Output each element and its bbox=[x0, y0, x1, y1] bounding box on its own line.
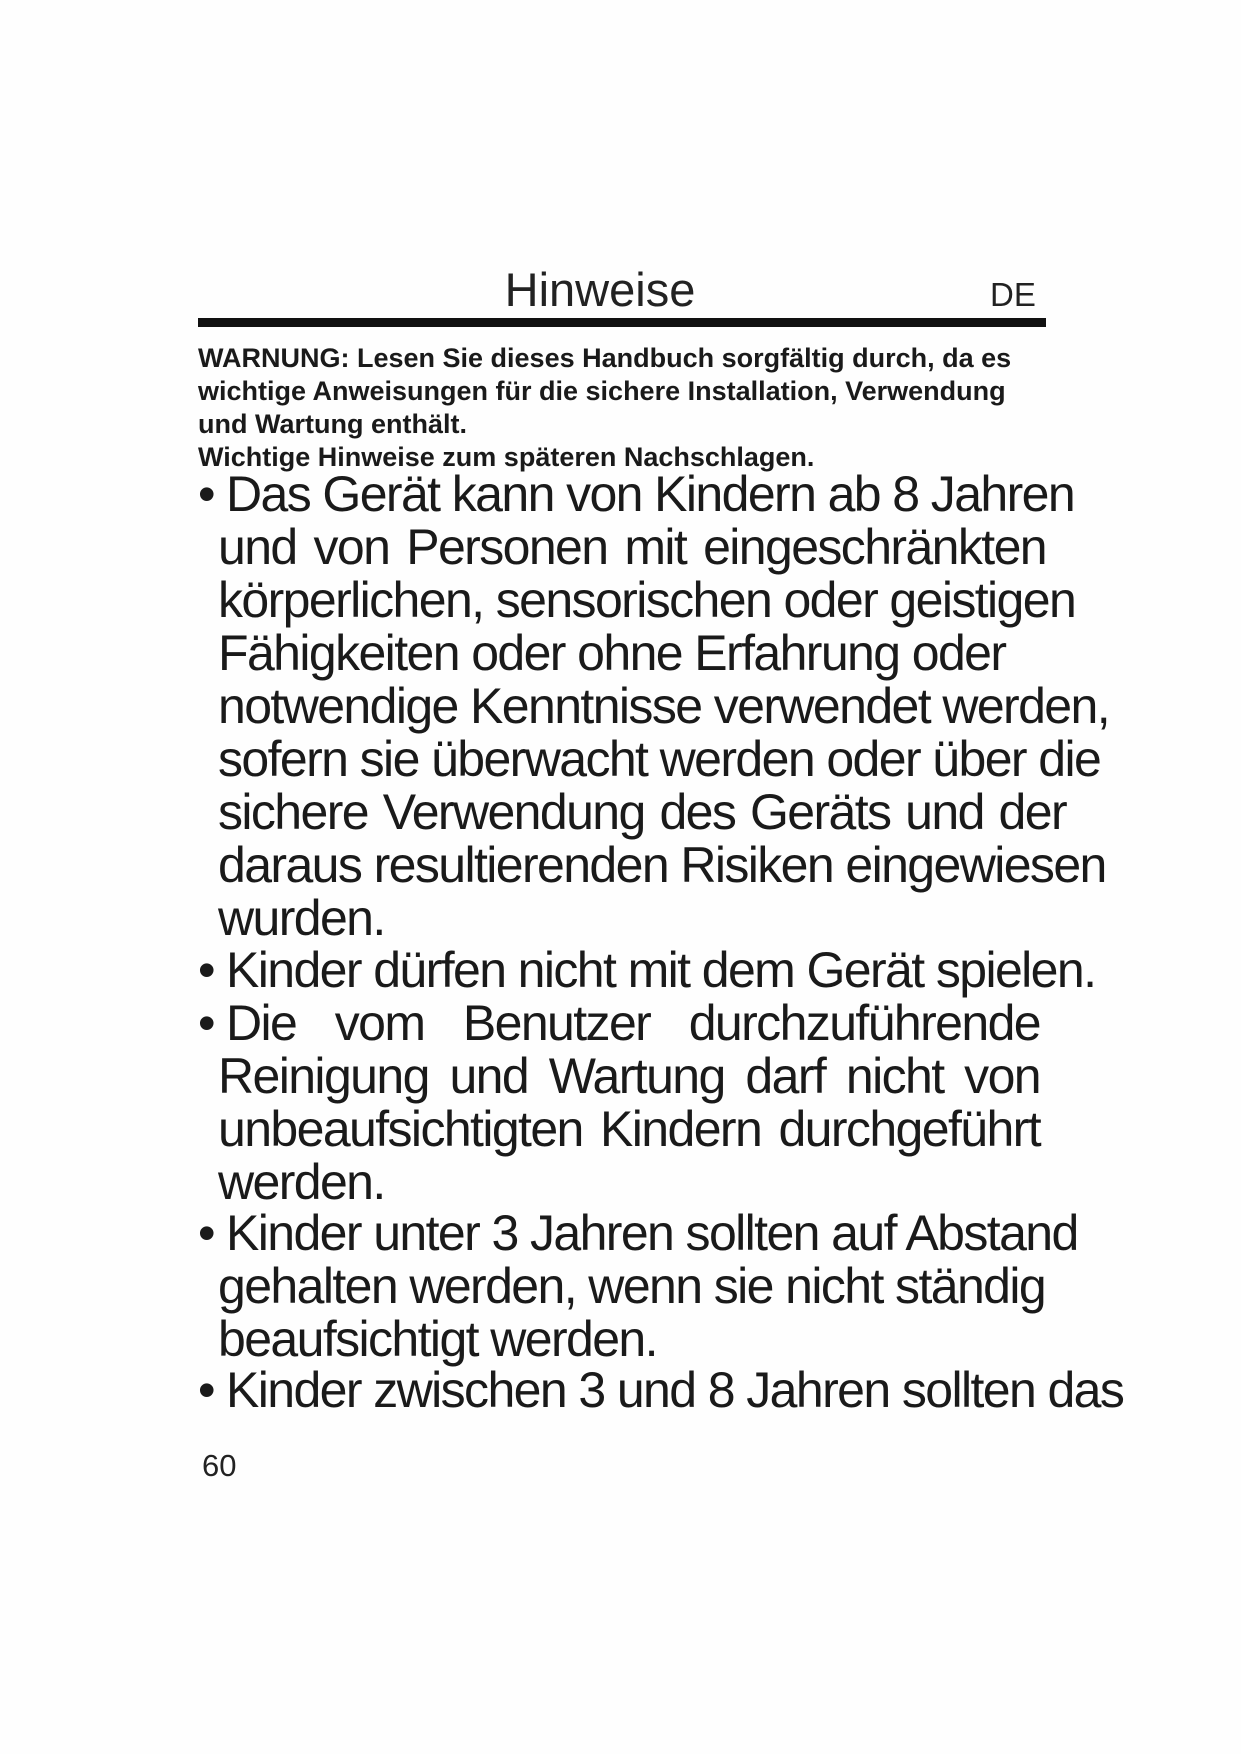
list-item-line: und von Personen mit eingeschränkten bbox=[218, 519, 1046, 575]
list-item bbox=[198, 997, 1068, 1209]
list-item-line: wurden. bbox=[218, 890, 385, 946]
list-item-line: Die vom Benutzer durchzuführende bbox=[226, 995, 1040, 1051]
list-item-line: Reinigung und Wartung darf nicht von bbox=[218, 1048, 1040, 1104]
list-item-line: sichere Verwendung des Geräts und der bbox=[218, 784, 1066, 840]
list-item-line: Kinder zwischen 3 und 8 Jahren sollten das bbox=[226, 1362, 1124, 1418]
list-item-line: Fähigkeiten oder ohne Erfahrung oder bbox=[218, 625, 1006, 681]
list-item bbox=[198, 942, 1096, 998]
list-item-line: Kinder dürfen nicht mit dem Gerät spielen. bbox=[226, 942, 1096, 998]
bullet: • bbox=[198, 1205, 214, 1261]
list-item-line: Kinder unter 3 Jahren sollten auf Abstand bbox=[226, 1205, 1078, 1261]
language-code: DE bbox=[990, 276, 1036, 313]
page-number: 60 bbox=[202, 1448, 237, 1483]
list-item bbox=[198, 466, 1109, 946]
bullet: • bbox=[198, 466, 214, 522]
bullet: • bbox=[198, 995, 214, 1051]
warning-line: WARNUNG: Lesen Sie dieses Handbuch sorgfältig durch, da es bbox=[198, 343, 1012, 373]
list-item bbox=[198, 1205, 1078, 1367]
bullet: • bbox=[198, 942, 214, 998]
list-item-line: körperlichen, sensorischen oder geistigen bbox=[218, 572, 1076, 628]
list-item-line: sofern sie überwacht werden oder über die bbox=[218, 731, 1101, 787]
list-item bbox=[198, 1362, 1124, 1418]
warning-block bbox=[198, 342, 1058, 474]
header-rule bbox=[198, 318, 1046, 327]
warning-line: und Wartung enthält. bbox=[198, 409, 467, 439]
list-item-line: beaufsichtigt werden. bbox=[218, 1311, 657, 1367]
list-item-line: unbeaufsichtigten Kindern durchgeführt bbox=[218, 1101, 1040, 1157]
list-item-line: Das Gerät kann von Kindern ab 8 Jahren bbox=[226, 466, 1075, 522]
bullet: • bbox=[198, 1362, 214, 1418]
list-item-line: notwendige Kenntnisse verwendet werden, bbox=[218, 678, 1109, 734]
list-item-line: daraus resultierenden Risiken eingewiesen bbox=[218, 837, 1106, 893]
list-item-line: gehalten werden, wenn sie nicht ständig bbox=[218, 1258, 1046, 1314]
warning-line: wichtige Anweisungen für die sichere Installation, Verwendung bbox=[198, 376, 1006, 406]
page-title: Hinweise bbox=[504, 263, 696, 316]
warning-line: Wichtige Hinweise zum späteren Nachschlagen. bbox=[198, 442, 815, 472]
list-item-line: werden. bbox=[218, 1154, 385, 1210]
